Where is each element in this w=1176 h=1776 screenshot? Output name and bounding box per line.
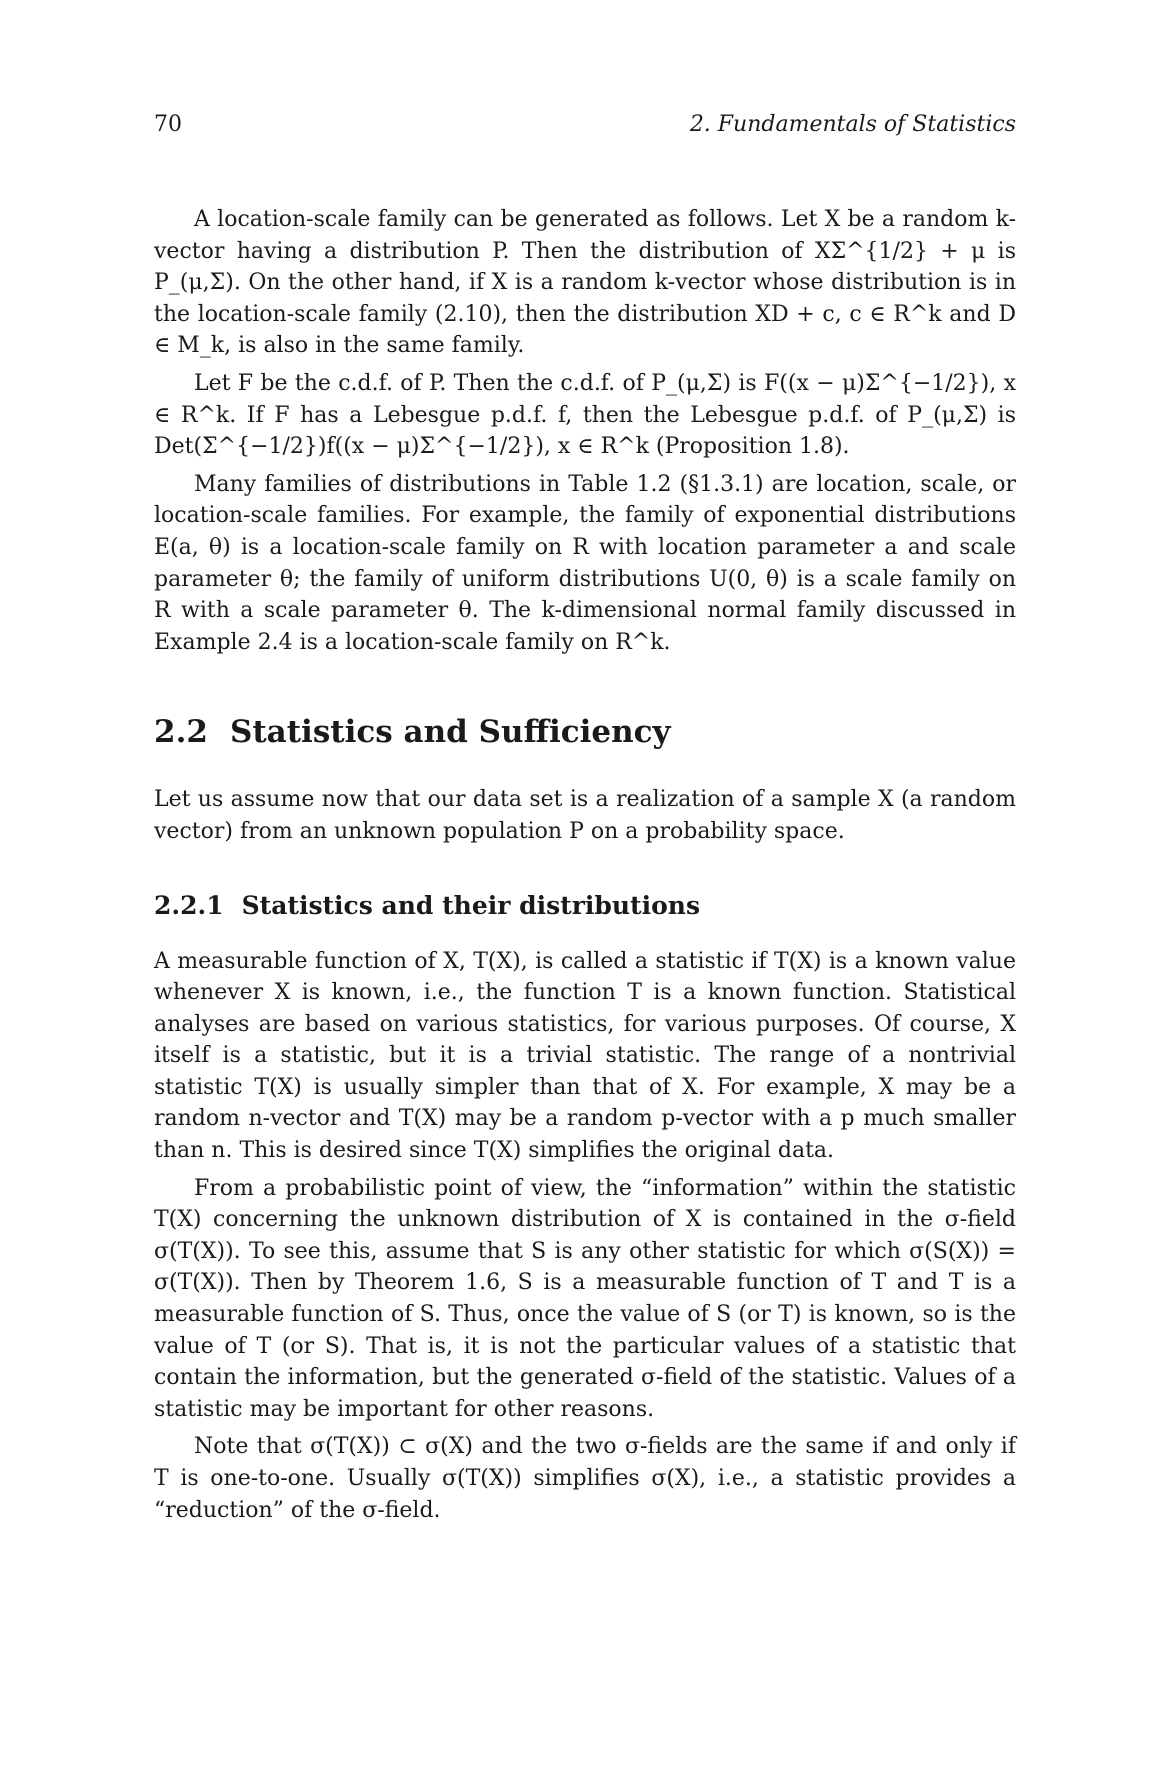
paragraph-location-scale-generation: A location-scale family can be generated as follows. Let X be a random k-vector having a distribution P. Then the distribution of XΣ^{1/2} + μ is P_(μ,Σ). On the other hand, if X is a random k-vector whose distribution is in the location-scale family (2.10), then the distribution XD + c, c ∈ R^k and D ∈ M_k, is also in the same family. bbox=[154, 207, 1016, 359]
section-heading bbox=[154, 712, 1016, 752]
section-intro-paragraph: Let us assume now that our data set is a realization of a sample X (a random vector) from an unknown population P on a probability space. bbox=[154, 787, 1016, 844]
subsection-number: 2.2.1 bbox=[154, 890, 224, 920]
paragraph-cdf: Let F be the c.d.f. of P. Then the c.d.f. of P_(μ,Σ) is F((x − μ)Σ^{−1/2}), x ∈ R^k. If F has a Lebesgue p.d.f. f, then the Lebesgue p.d.f. of P_(μ,Σ) is Det(Σ^{−1/2})f((x − μ)Σ^{−1/2}), x ∈ R^k (Proposition 1.8). bbox=[154, 370, 1016, 460]
paragraph-families-examples: Many families of distributions in Table 1.2 (§1.3.1) are location, scale, or location-scale families. For example, the family of exponential distributions E(a, θ) is a location-scale family on R with location parameter a and scale parameter θ; the family of uniform distributions U(0, θ) is a scale family on R with a scale parameter θ. The k-dimensional normal family discussed in Example 2.4 is a location-scale family on R^k. bbox=[154, 471, 1016, 655]
page-body bbox=[154, 204, 1016, 1532]
paragraph-reduction: Note that σ(T(X)) ⊂ σ(X) and the two σ-fields are the same if and only if T is one-to-one. Usually σ(T(X)) simplifies σ(X), i.e., a statistic provides a “reduction” of the σ-field. bbox=[154, 1434, 1016, 1523]
section-number: 2.2 bbox=[154, 714, 208, 751]
paragraph-information-sigma-field: From a probabilistic point of view, the “information” within the statistic T(X) concerning the unknown distribution of X is contained in the σ-field σ(T(X)). To see this, assume that S is any other statistic for which σ(S(X)) = σ(T(X)). Then by Theorem 1.6, S is a measurable function of T and T is a measurable function of S. Thus, once the value of S (or T) is known, so is the value of T (or S). That is, it is not the particular values of a statistic that contain the information, but the generated σ-field of the statistic. Values of a statistic may be important for other reasons. bbox=[154, 1175, 1016, 1422]
running-title: 2. Fundamentals of Statistics bbox=[689, 112, 1016, 137]
paragraph-statistic-definition: A measurable function of X, T(X), is called a statistic if T(X) is a known value whenever X is known, i.e., the function T is a known function. Statistical analyses are based on various statistics, for various purposes. Of course, X itself is a statistic, but it is a trivial statistic. The range of a nontrivial statistic T(X) is usually simpler than that of X. For example, X may be a random n-vector and T(X) may be a random p-vector with a p much smaller than n. This is desired since T(X) simplifies the original data. bbox=[154, 948, 1016, 1164]
subsection-title: Statistics and their distributions bbox=[241, 890, 701, 920]
page-number: 70 bbox=[154, 112, 182, 137]
subsection-heading bbox=[154, 890, 1016, 922]
section-title: Statistics and Sufficiency bbox=[229, 714, 671, 751]
page-header bbox=[154, 112, 1016, 142]
